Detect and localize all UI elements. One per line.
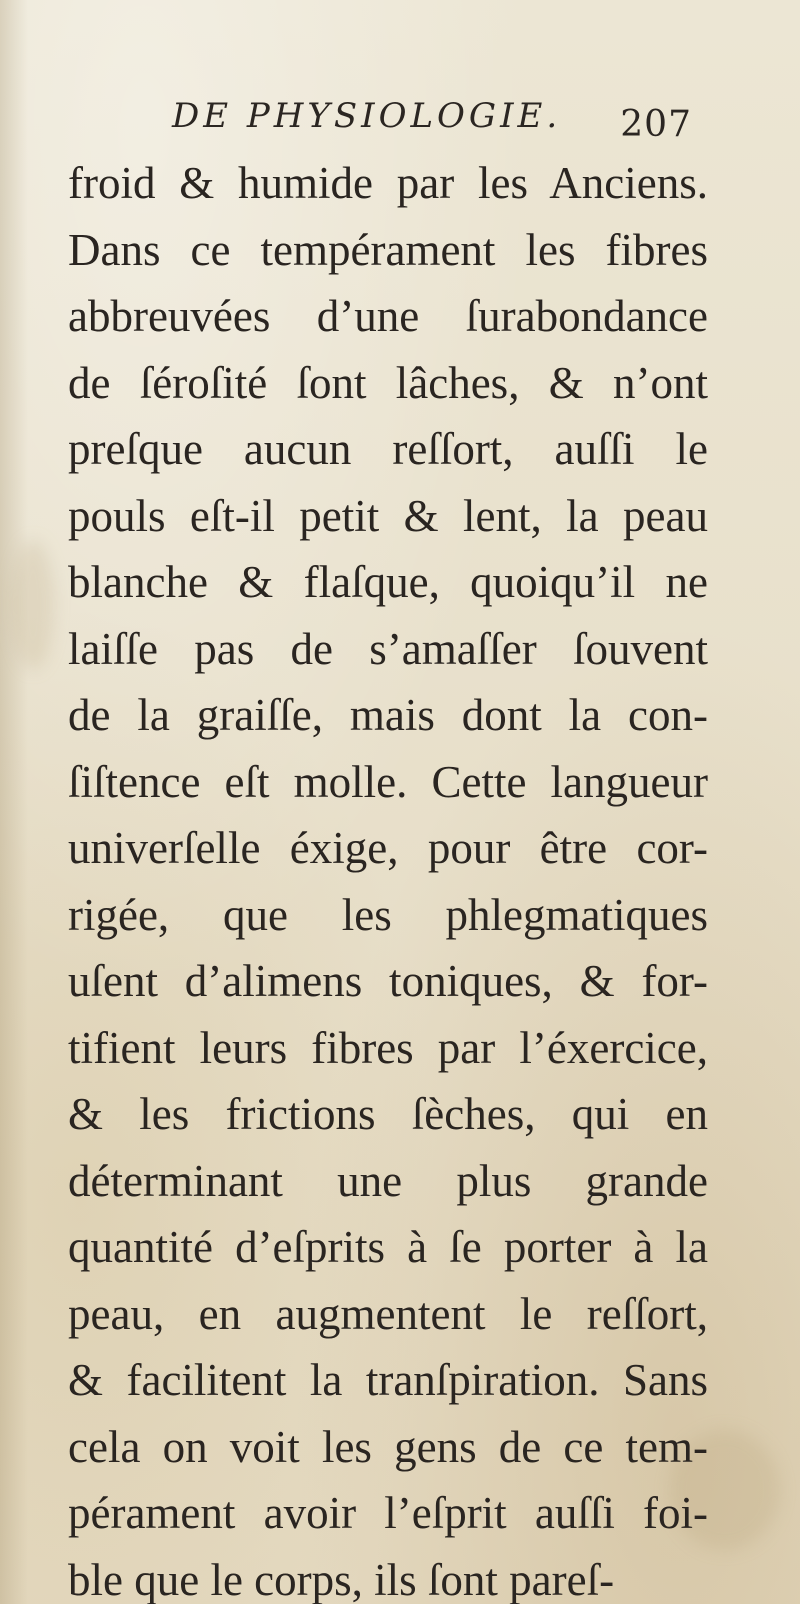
- text-line: univerſelle éxige, pour être cor-: [68, 823, 708, 873]
- text-line: blanche & flaſque, quoiqu’il ne: [68, 557, 708, 607]
- paper-stain: [12, 540, 54, 670]
- page-header: [172, 96, 712, 150]
- text-line: tifient leurs fibres par l’éxercice,: [68, 1022, 708, 1073]
- body-text: [68, 150, 708, 1604]
- page-edge-shadow: [0, 0, 28, 1604]
- text-line: déterminant une plus grande: [68, 1155, 708, 1206]
- text-line: preſque aucun reſſort, auſſi le: [68, 424, 708, 474]
- text-line: abbreuvées d’une ſurabondance: [68, 291, 708, 341]
- text-line: laiſſe pas de s’amaſſer ſouvent: [68, 623, 708, 674]
- text-line: peau, en augmentent le reſſort,: [68, 1288, 708, 1339]
- text-line: de ſéroſité ſont lâches, & n’ont: [68, 357, 708, 408]
- text-line: de la graiſſe, mais dont la con-: [68, 690, 708, 740]
- text-line: ble que le corps, ils ſont pareſ-: [68, 1554, 615, 1604]
- text-line: & les frictions ſèches, qui en: [68, 1089, 708, 1139]
- running-head: DE PHYSIOLOGIE.: [172, 96, 562, 136]
- text-line: Dans ce tempérament les fibres: [68, 224, 708, 275]
- text-line: & facilitent la tranſpiration. Sans: [68, 1355, 708, 1405]
- text-line: quantité d’eſprits à ſe porter à la: [68, 1222, 708, 1272]
- text-line: uſent d’alimens toniques, & for-: [68, 956, 708, 1006]
- text-line: cela on voit les gens de ce tem-: [68, 1421, 708, 1472]
- text-line: pérament avoir l’eſprit auſſi foi-: [68, 1488, 708, 1538]
- text-line: pouls eſt-il petit & lent, la peau: [68, 490, 708, 541]
- text-line: rigée, que les phlegmatiques: [68, 889, 708, 940]
- text-line: froid & humide par les Anciens.: [68, 158, 708, 208]
- text-line: ſiſtence eſt molle. Cette langueur: [68, 756, 708, 807]
- page-number: 207: [620, 104, 692, 145]
